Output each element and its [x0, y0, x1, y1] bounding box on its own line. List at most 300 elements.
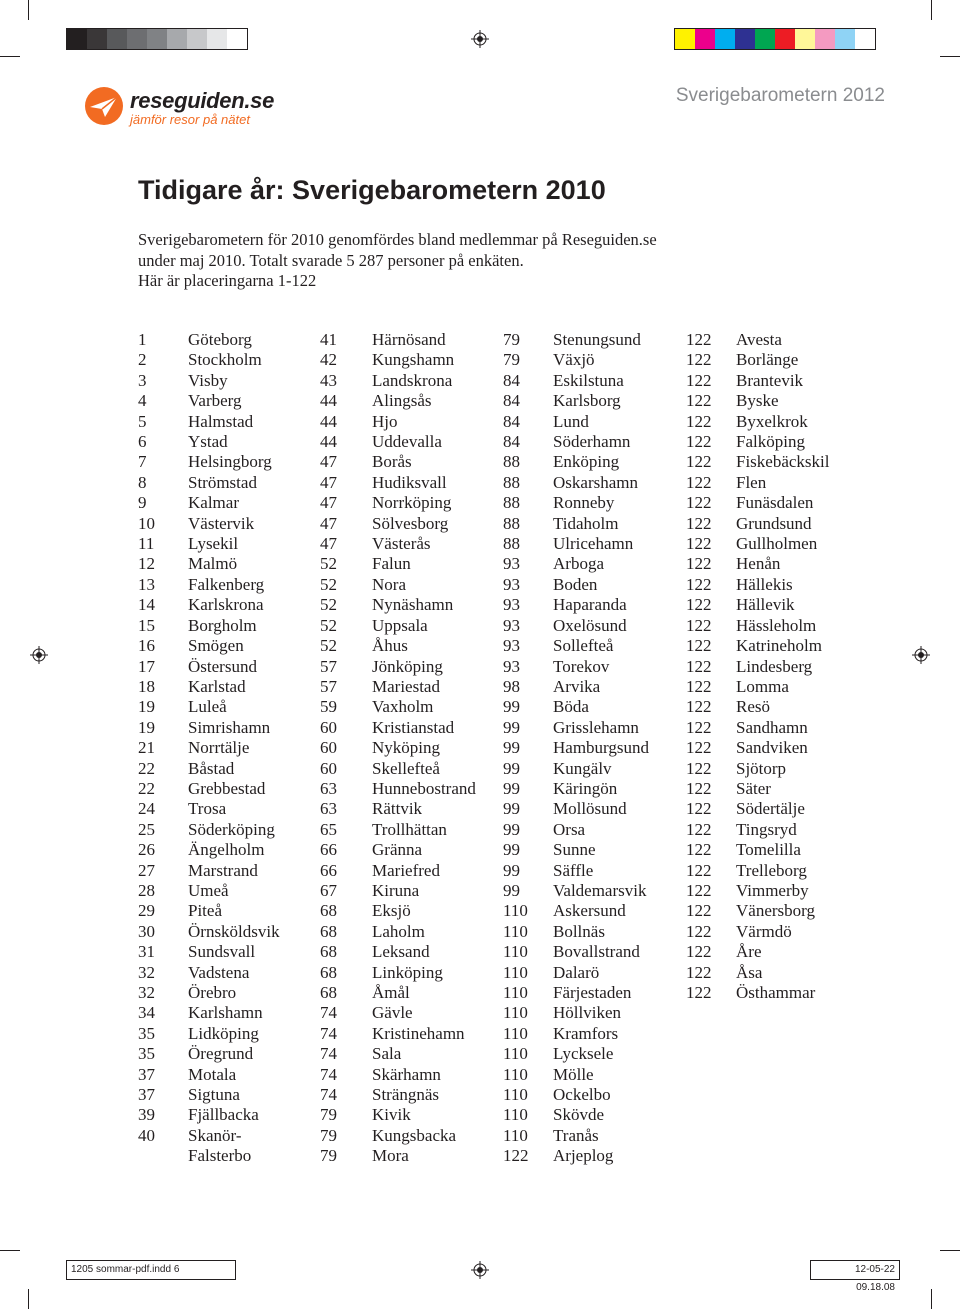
- destination-name: Borlänge: [736, 350, 799, 370]
- rank-number: 79: [320, 1146, 337, 1166]
- destination-name: Bollnäs: [553, 921, 605, 941]
- process-color-bar: [674, 28, 876, 50]
- ranking-row: [503, 432, 649, 452]
- ranking-row: [503, 697, 649, 717]
- rank-number: 122: [686, 370, 712, 390]
- ranking-row: [686, 677, 830, 697]
- ranking-row: [320, 514, 476, 534]
- ranking-row: [686, 391, 830, 411]
- ranking-row: [503, 677, 649, 697]
- destination-name: Åhus: [372, 636, 408, 656]
- ranking-row: [138, 759, 280, 779]
- rank-number: 122: [686, 758, 712, 778]
- destination-name: Karlstad: [188, 676, 246, 696]
- rank-number: 122: [686, 452, 712, 472]
- rank-number: 8: [138, 472, 147, 492]
- destination-name: Karlshamn: [188, 1003, 263, 1023]
- destination-name: Fjällbacka: [188, 1105, 259, 1125]
- destination-name: Motala: [188, 1064, 237, 1084]
- ranking-row: [138, 1003, 280, 1023]
- destination-name: Skellefteå: [372, 758, 440, 778]
- rank-number: 29: [138, 901, 155, 921]
- destination-name: Sundsvall: [188, 942, 256, 962]
- rank-number: 44: [320, 411, 337, 431]
- rank-number: 110: [503, 1125, 528, 1145]
- rank-number: [138, 1146, 188, 1166]
- rank-number: 52: [320, 574, 337, 594]
- destination-name: Säter: [736, 778, 771, 798]
- destination-name: Örnsköldsvik: [188, 921, 280, 941]
- destination-name: Hjo: [372, 411, 398, 431]
- destination-name: Lund: [553, 411, 589, 431]
- destination-name: Landskrona: [372, 370, 453, 390]
- ranking-column-1: [138, 330, 280, 1167]
- ranking-row: [503, 452, 649, 472]
- rank-number: 32: [138, 962, 155, 982]
- rank-number: 98: [503, 676, 520, 696]
- ranking-row: [138, 554, 280, 574]
- color-swatch: [715, 29, 735, 49]
- rank-number: 110: [503, 1023, 528, 1043]
- ranking-row: [138, 963, 280, 983]
- destination-name: Tranås: [553, 1125, 599, 1145]
- color-swatch: [67, 29, 87, 49]
- color-swatch: [735, 29, 755, 49]
- crop-mark-top-left-v: [28, 0, 29, 20]
- destination-name: Vadstena: [188, 962, 250, 982]
- rank-number: 19: [138, 697, 155, 717]
- ranking-row: [503, 738, 649, 758]
- rank-number: 99: [503, 819, 520, 839]
- destination-name: Jönköping: [372, 656, 443, 676]
- rank-number: 88: [503, 472, 520, 492]
- rank-number: 79: [320, 1125, 337, 1145]
- destination-name: Sandhamn: [736, 717, 808, 737]
- ranking-row: [686, 963, 830, 983]
- ranking-row: [138, 983, 280, 1003]
- destination-name: Kungälv: [553, 758, 612, 778]
- rank-number: 122: [686, 493, 712, 513]
- destination-name: Höllviken: [553, 1003, 621, 1023]
- rank-number: 122: [686, 697, 712, 717]
- rank-number: 110: [503, 962, 528, 982]
- rank-number: 74: [320, 1044, 337, 1064]
- rank-number: 122: [686, 819, 712, 839]
- color-swatch: [795, 29, 815, 49]
- destination-name: Skanör-: [188, 1125, 242, 1145]
- rank-number: 122: [686, 513, 712, 533]
- destination-name: Kramfors: [553, 1023, 619, 1043]
- rank-number: 122: [503, 1146, 529, 1166]
- ranking-row: [503, 861, 649, 881]
- ranking-row: [138, 840, 280, 860]
- rank-number: 22: [138, 778, 155, 798]
- rank-number: 99: [503, 860, 520, 880]
- rank-number: 122: [686, 615, 712, 635]
- destination-name: Luleå: [188, 697, 227, 717]
- ranking-row: [503, 942, 649, 962]
- ranking-row: [320, 861, 476, 881]
- destination-name: Ystad: [188, 432, 228, 452]
- rank-number: 37: [138, 1085, 155, 1105]
- destination-name: Grisslehamn: [553, 717, 639, 737]
- destination-name: Sollefteå: [553, 636, 614, 656]
- destination-name: Vänersborg: [736, 901, 815, 921]
- logo-name: reseguiden.se: [130, 88, 275, 113]
- ranking-row: [320, 1065, 476, 1085]
- ranking-row: [138, 452, 280, 472]
- ranking-row: [503, 799, 649, 819]
- ranking-row: [686, 371, 830, 391]
- rank-number: 68: [320, 983, 337, 1002]
- rank-number: 60: [320, 758, 337, 778]
- reseguiden-logo: [84, 84, 334, 130]
- destination-name: Mora: [372, 1146, 409, 1166]
- ranking-row: [320, 636, 476, 656]
- ranking-row: [686, 922, 830, 942]
- ranking-row: [320, 759, 476, 779]
- ranking-row: [686, 738, 830, 758]
- ranking-row: [503, 881, 649, 901]
- rank-number: 1: [138, 330, 147, 349]
- ranking-row: [686, 718, 830, 738]
- rank-number: 74: [320, 1023, 337, 1043]
- ranking-row: [320, 575, 476, 595]
- rank-number: 47: [320, 493, 337, 513]
- ranking-row: [138, 1024, 280, 1044]
- grayscale-color-bar: [66, 28, 248, 50]
- rank-number: 22: [138, 758, 155, 778]
- destination-name: Åmål: [372, 983, 410, 1002]
- ranking-row: [503, 412, 649, 432]
- destination-name: Rättvik: [372, 799, 423, 819]
- ranking-row: [503, 922, 649, 942]
- rank-number: 15: [138, 615, 155, 635]
- destination-name: Örebro: [188, 983, 237, 1002]
- destination-name: Trelleborg: [736, 860, 807, 880]
- rank-number: 122: [686, 860, 712, 880]
- logo-tagline: jämför resor på nätet: [130, 112, 250, 127]
- destination-name: Kristinehamn: [372, 1023, 465, 1043]
- rank-number: 44: [320, 432, 337, 452]
- rank-number: 88: [503, 493, 520, 513]
- rank-number: 84: [503, 391, 520, 411]
- rank-number: 84: [503, 370, 520, 390]
- destination-name: Askersund: [553, 901, 626, 921]
- ranking-row: [503, 657, 649, 677]
- destination-name: Uppsala: [372, 615, 428, 635]
- rank-number: 4: [138, 391, 147, 411]
- page-title: Tidigare år: Sverigebarometern 2010: [138, 175, 606, 205]
- rank-number: 99: [503, 778, 520, 798]
- ranking-row: [138, 881, 280, 901]
- color-swatch: [675, 29, 695, 49]
- rank-number: 122: [686, 962, 712, 982]
- destination-name: Östersund: [188, 656, 257, 676]
- destination-name: Gränna: [372, 840, 423, 860]
- destination-name: Varberg: [188, 391, 242, 411]
- destination-name: Falköping: [736, 432, 805, 452]
- rank-number: 99: [503, 697, 520, 717]
- rank-number: 66: [320, 840, 337, 860]
- ranking-row: [320, 534, 476, 554]
- ranking-row: [320, 697, 476, 717]
- ranking-row: [686, 350, 830, 370]
- destination-name: Orsa: [553, 819, 586, 839]
- rank-number: 93: [503, 595, 520, 615]
- ranking-row: [686, 983, 830, 1003]
- rank-number: 2: [138, 350, 147, 370]
- rank-number: 19: [138, 717, 155, 737]
- rank-number: 122: [686, 983, 712, 1002]
- registration-mark-icon: [471, 30, 489, 48]
- rank-number: 26: [138, 840, 155, 860]
- ranking-row: [503, 534, 649, 554]
- ranking-row: [138, 636, 280, 656]
- destination-name: Kalmar: [188, 493, 239, 513]
- rank-number: 74: [320, 1003, 337, 1023]
- rank-number: 60: [320, 717, 337, 737]
- ranking-row: [138, 861, 280, 881]
- ranking-row: [320, 1024, 476, 1044]
- destination-name: Tidaholm: [553, 513, 619, 533]
- ranking-row: [138, 657, 280, 677]
- destination-name: Gävle: [372, 1003, 413, 1023]
- destination-name: Ängelholm: [188, 840, 265, 860]
- ranking-row: [503, 1126, 649, 1146]
- ranking-row: [320, 657, 476, 677]
- destination-name: Gullholmen: [736, 534, 818, 554]
- ranking-row: [686, 779, 830, 799]
- ranking-row: [503, 575, 649, 595]
- color-swatch: [107, 29, 127, 49]
- ranking-row: [138, 799, 280, 819]
- destination-name: Sandviken: [736, 738, 808, 758]
- destination-name: Kivik: [372, 1105, 411, 1125]
- ranking-row: [320, 493, 476, 513]
- destination-name: Härnösand: [372, 330, 446, 349]
- destination-name: Hällevik: [736, 595, 795, 615]
- destination-name: Borgholm: [188, 615, 257, 635]
- crop-mark-bottom-right-v: [931, 1289, 932, 1309]
- rank-number: 47: [320, 472, 337, 492]
- rank-number: 52: [320, 636, 337, 656]
- rank-number: 7: [138, 452, 147, 472]
- ranking-row: [503, 1105, 649, 1125]
- ranking-row: [320, 371, 476, 391]
- destination-name: Eskilstuna: [553, 370, 624, 390]
- destination-name: Båstad: [188, 758, 235, 778]
- ranking-row: [138, 779, 280, 799]
- rank-number: 122: [686, 411, 712, 431]
- rank-number: 32: [138, 983, 155, 1002]
- destination-name: Vaxholm: [372, 697, 434, 717]
- destination-name: Mollösund: [553, 799, 627, 819]
- intro-line: Sverigebarometern för 2010 genomfördes bland medlemmar på Reseguiden.se: [138, 230, 657, 249]
- rank-number: 37: [138, 1064, 155, 1084]
- ranking-row: [503, 514, 649, 534]
- rank-number: 17: [138, 656, 155, 676]
- rank-number: 60: [320, 738, 337, 758]
- rank-number: 57: [320, 656, 337, 676]
- ranking-row: [138, 595, 280, 615]
- ranking-row: [138, 738, 280, 758]
- ranking-row: [138, 718, 280, 738]
- ranking-row: [138, 514, 280, 534]
- rank-number: 110: [503, 1064, 528, 1084]
- destination-name: Böda: [553, 697, 589, 717]
- rank-number: 35: [138, 1044, 155, 1064]
- ranking-row: [503, 718, 649, 738]
- ranking-row: [686, 861, 830, 881]
- ranking-row: [686, 636, 830, 656]
- ranking-row: [138, 350, 280, 370]
- destination-name: Halmstad: [188, 411, 254, 431]
- ranking-row: [686, 657, 830, 677]
- destination-name: Visby: [188, 370, 228, 390]
- destination-name: Laholm: [372, 921, 425, 941]
- ranking-row: [320, 677, 476, 697]
- destination-name: Östhammar: [736, 983, 816, 1002]
- rank-number: 110: [503, 942, 528, 962]
- rank-number: 122: [686, 636, 712, 656]
- ranking-row: [686, 330, 830, 350]
- rank-number: 12: [138, 554, 155, 574]
- destination-name: Strömstad: [188, 472, 257, 492]
- ranking-row: [320, 595, 476, 615]
- ranking-row: [138, 391, 280, 411]
- ranking-row: [320, 554, 476, 574]
- destination-name: Marstrand: [188, 860, 258, 880]
- destination-name: Åre: [736, 942, 762, 962]
- timestamp-slug: 12-05-22 09.18.08: [810, 1260, 900, 1280]
- rank-number: 122: [686, 676, 712, 696]
- rank-number: 122: [686, 574, 712, 594]
- ranking-row: [320, 1085, 476, 1105]
- destination-name: Norrköping: [372, 493, 452, 513]
- rank-number: 88: [503, 452, 520, 472]
- destination-name: Falun: [372, 554, 411, 574]
- destination-name: Simrishamn: [188, 717, 271, 737]
- rank-number: 18: [138, 676, 155, 696]
- rank-number: 110: [503, 1044, 528, 1064]
- ranking-row: [686, 452, 830, 472]
- destination-name: Tomelilla: [736, 840, 801, 860]
- destination-name: Tingsryd: [736, 819, 797, 839]
- destination-name: Avesta: [736, 330, 782, 349]
- running-head: Sverigebarometern 2012: [675, 85, 885, 106]
- destination-name: Umeå: [188, 880, 229, 900]
- rank-number: 88: [503, 534, 520, 554]
- ranking-row: [320, 1105, 476, 1125]
- destination-name: Funäsdalen: [736, 493, 814, 513]
- destination-name: Trollhättan: [372, 819, 447, 839]
- destination-name: Sölvesborg: [372, 513, 449, 533]
- rank-number: 122: [686, 921, 712, 941]
- destination-name: Kiruna: [372, 880, 420, 900]
- rank-number: 59: [320, 697, 337, 717]
- destination-name: Norrtälje: [188, 738, 250, 758]
- rank-number: 47: [320, 452, 337, 472]
- destination-name: Hamburgsund: [553, 738, 650, 758]
- ranking-row: [686, 534, 830, 554]
- rank-number: 84: [503, 432, 520, 452]
- destination-name: Lomma: [736, 676, 789, 696]
- rank-number: 6: [138, 432, 147, 452]
- rank-number: 39: [138, 1105, 155, 1125]
- destination-name: Ockelbo: [553, 1085, 611, 1105]
- color-swatch: [775, 29, 795, 49]
- destination-name: Smögen: [188, 636, 244, 656]
- destination-name: Nora: [372, 574, 406, 594]
- rank-number: 65: [320, 819, 337, 839]
- destination-name: Mölle: [553, 1064, 594, 1084]
- ranking-row: [138, 534, 280, 554]
- rank-number: 122: [686, 840, 712, 860]
- ranking-row: [320, 330, 476, 350]
- destination-name: Västerås: [372, 534, 431, 554]
- destination-name: Ronneby: [553, 493, 615, 513]
- ranking-row: [686, 412, 830, 432]
- ranking-row: [320, 350, 476, 370]
- rank-number: 122: [686, 778, 712, 798]
- rank-number: 93: [503, 656, 520, 676]
- destination-name: Kristianstad: [372, 717, 455, 737]
- ranking-row: [503, 616, 649, 636]
- destination-name: Katrineholm: [736, 636, 822, 656]
- rank-number: 68: [320, 921, 337, 941]
- destination-name: Hällekis: [736, 574, 793, 594]
- rank-number: 31: [138, 942, 155, 962]
- destination-name: Arvika: [553, 676, 601, 696]
- crop-mark-top-left-h: [0, 56, 20, 57]
- destination-name: Sala: [372, 1044, 402, 1064]
- rank-number: 110: [503, 1003, 528, 1023]
- rank-number: 99: [503, 880, 520, 900]
- destination-name: Karlskrona: [188, 595, 264, 615]
- rank-number: 93: [503, 615, 520, 635]
- destination-name: Lidköping: [188, 1023, 259, 1043]
- destination-name: Nyköping: [372, 738, 440, 758]
- color-swatch: [695, 29, 715, 49]
- rank-number: 79: [503, 350, 520, 370]
- rank-number: 67: [320, 880, 337, 900]
- ranking-row: [686, 942, 830, 962]
- ranking-row: [320, 391, 476, 411]
- ranking-row: [138, 493, 280, 513]
- ranking-row: [138, 1044, 280, 1064]
- ranking-row: [686, 554, 830, 574]
- destination-name: Västervik: [188, 513, 255, 533]
- ranking-row: [503, 371, 649, 391]
- destination-name: Falkenberg: [188, 574, 265, 594]
- ranking-row: [320, 473, 476, 493]
- destination-name: Malmö: [188, 554, 238, 574]
- rank-number: 122: [686, 595, 712, 615]
- destination-name: Mariestad: [372, 676, 440, 696]
- rank-number: 93: [503, 554, 520, 574]
- destination-name: Uddevalla: [372, 432, 442, 452]
- crop-mark-top-right-h: [940, 56, 960, 57]
- ranking-row: [320, 738, 476, 758]
- ranking-row: [686, 616, 830, 636]
- destination-name: Nynäshamn: [372, 595, 454, 615]
- destination-name: Kungshamn: [372, 350, 455, 370]
- rank-number: 52: [320, 554, 337, 574]
- destination-name: Flen: [736, 472, 767, 492]
- ranking-row: [503, 840, 649, 860]
- rank-number: 122: [686, 534, 712, 554]
